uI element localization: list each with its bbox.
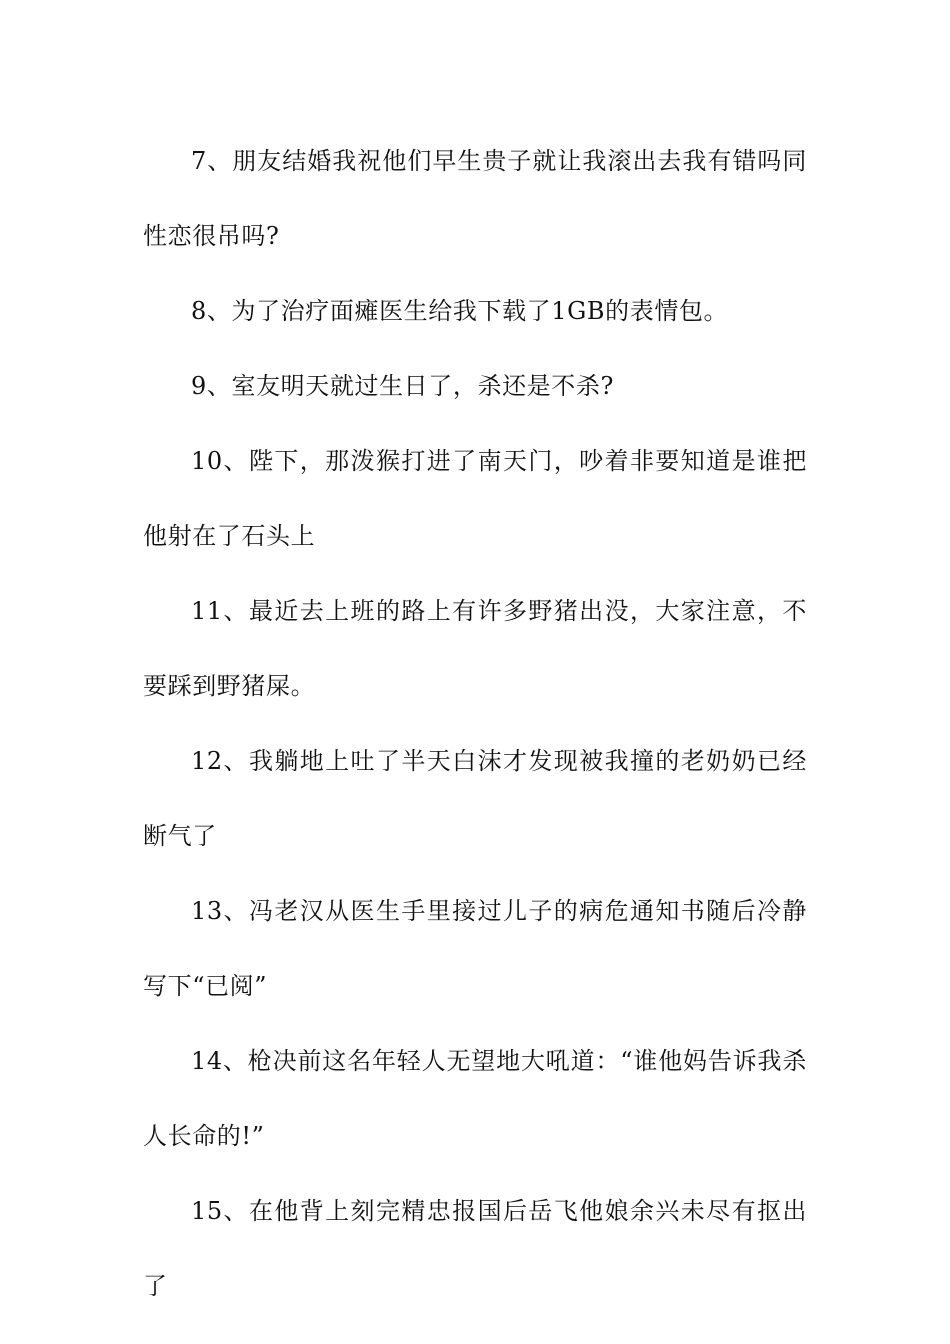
document-body [143,124,807,1324]
paragraph-7: 7、朋友结婚我祝他们早生贵子就让我滚出去我有错吗同性恋很吊吗? [143,147,807,250]
paragraph-10: 10、陛下，那泼猴打进了南天门，吵着非要知道是谁把他射在了石头上 [143,447,807,550]
paragraph-11: 11、最近去上班的路上有许多野猪出没，大家注意，不要踩到野猪屎。 [143,597,807,700]
paragraph-13: 13、冯老汉从医生手里接过儿子的病危通知书随后冷静写下“已阅” [143,897,807,1000]
paragraph-14: 14、枪决前这名年轻人无望地大吼道：“谁他妈告诉我杀人长命的!” [143,1047,807,1150]
paragraph-8: 8、为了治疗面瘫医生给我下载了1GB的表情包。 [191,297,729,325]
paragraph-15: 15、在他背上刻完精忠报国后岳飞他娘余兴未尽有抠出了 [143,1197,807,1300]
paragraph-12: 12、我躺地上吐了半天白沫才发现被我撞的老奶奶已经断气了 [143,747,807,850]
paragraph-9: 9、室友明天就过生日了，杀还是不杀? [191,372,614,400]
